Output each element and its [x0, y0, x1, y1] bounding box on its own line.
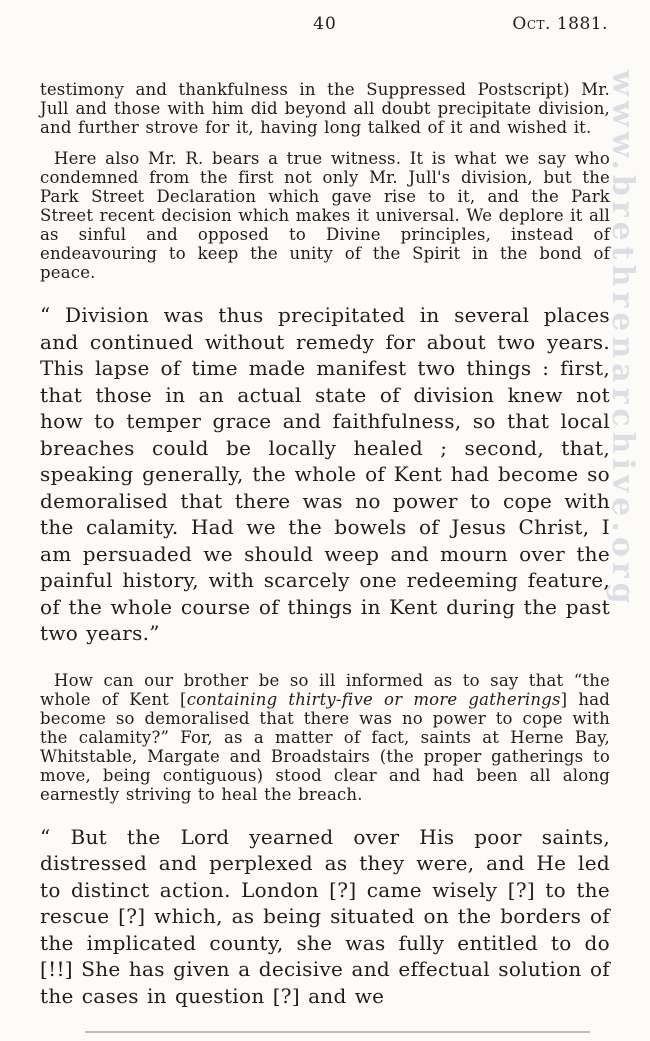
page-number: 40	[313, 14, 337, 34]
italic-text-segment: containing thirty-five or more gatherings	[186, 689, 561, 709]
page-body	[40, 80, 610, 1009]
paragraph	[40, 149, 610, 282]
paragraph	[40, 302, 610, 647]
paragraph	[40, 80, 610, 137]
paragraph	[40, 824, 610, 1010]
text-segment: How can our brother be so ill informed as to say that “the whole of Kent [	[40, 670, 610, 709]
paragraph	[40, 671, 610, 804]
text-segment: ] had become so demoralised that there was no power to cope with the calamity?” For, as a matter of fact, saints at Herne Bay, Whitstable, Margate and Broadstairs (the proper gatherings to move, being contiguous) stood clear and had been all along earnestly striving to heal the breach.	[40, 689, 610, 804]
archive-watermark: www.brethrenarchive.org	[605, 70, 640, 609]
page-header	[0, 14, 650, 38]
text-segment: “ But the Lord yearned over His poor saints, distressed and perplexed as they were, and He led to distinct action. London [?] came wisely [?] to the rescue [?] which, as being situated on the borders of the implicated county, she was fully entitled to do [!!] She has given a decisive and effectual solution of the cases in question [?] and we	[40, 824, 610, 1008]
text-segment: testimony and thankfulness in the Suppressed Postscript) Mr. Jull and those with him did beyond all doubt precipitate division, and further strove for it, having long talked of it and wished it.	[40, 80, 610, 137]
text-segment: Here also Mr. R. bears a true witness. It is what we say who condemned from the first not only Mr. Jull's division, but the Park Street Declaration which gave rise to it, and the Park Street recent decision which makes it universal. We deplore it all as sinful and opposed to Divine principles, instead of endeavouring to keep the unity of the Spirit in the bond of peace.	[40, 149, 610, 282]
issue-date: Oct. 1881.	[512, 14, 608, 34]
scan-edge-line	[85, 1031, 590, 1033]
text-segment: “ Division was thus precipitated in several places and continued without remedy for about two years. This lapse of time made manifest two things : first, that those in an actual state of division knew not how to temper grace and faithfulness, so that local breaches could be locally healed ; second, that, speaking generally, the whole of Kent had become so demoralised that there was no power to cope with the calamity. Had we the bowels of Jesus Christ, I am persuaded we should weep and mourn over the painful history, with scarcely one redeeming feature, of the whole course of things in Kent during the past two years.”	[40, 303, 610, 645]
